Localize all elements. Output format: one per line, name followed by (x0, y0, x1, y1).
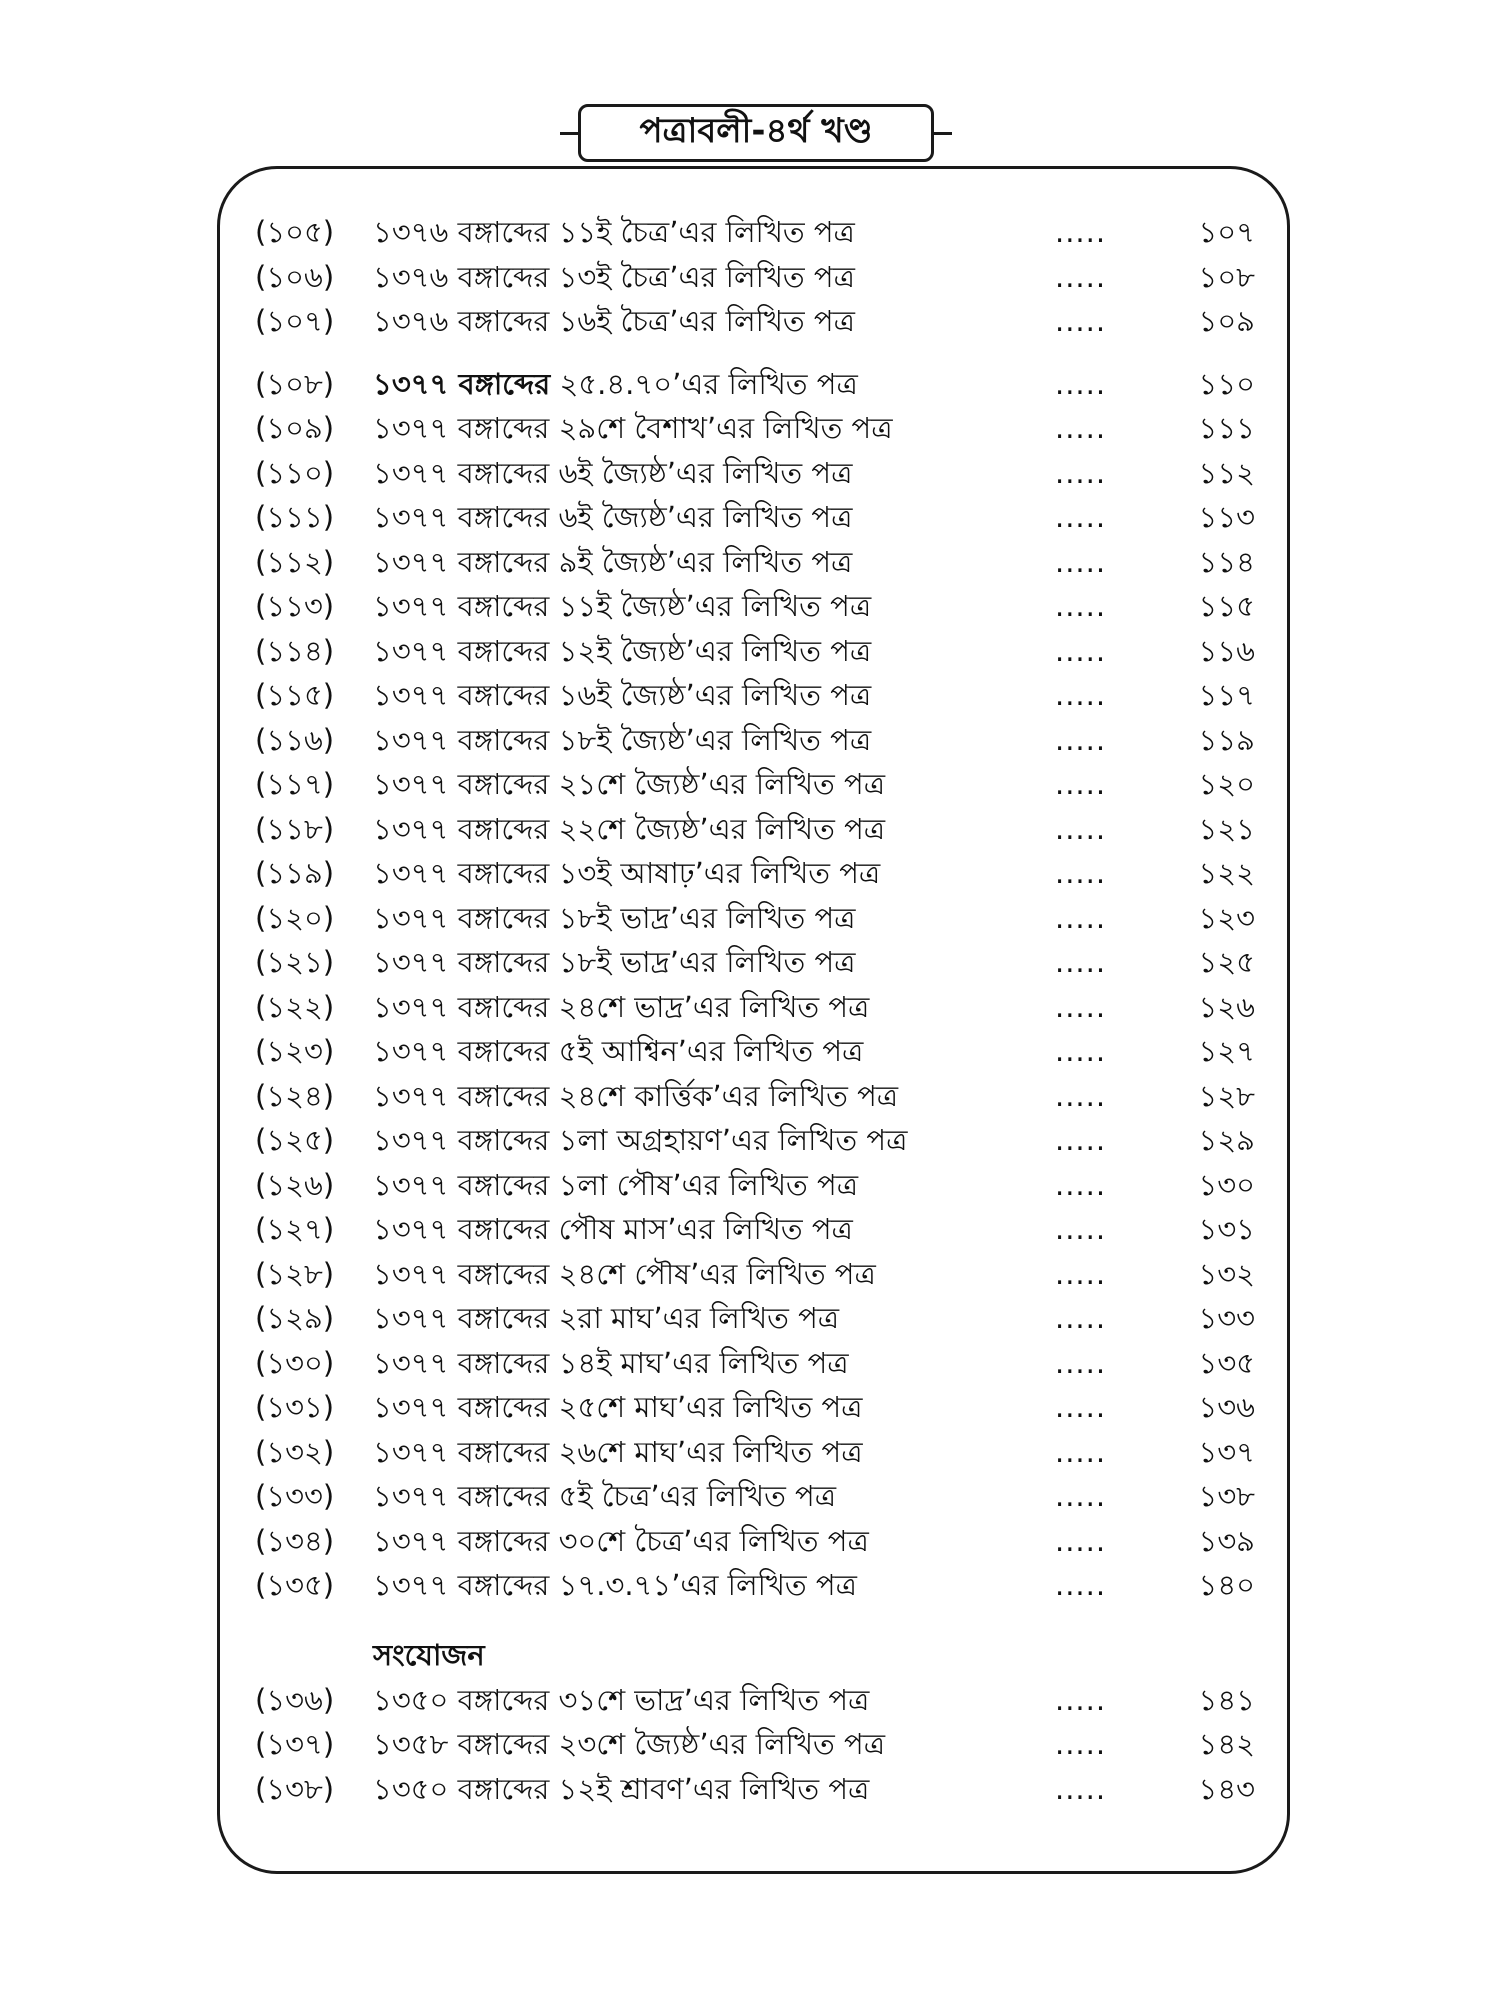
page-number: ১২০ (1198, 767, 1255, 801)
entry-title: ১৩৭৭ বঙ্গাব্দের ৬ই জ্যৈষ্ঠ’এর লিখিত পত্র (373, 500, 853, 534)
toc-group-2 (255, 406, 1255, 1608)
entry-title: ১৩৭৭ বঙ্গাব্দের ৩০শে চৈত্র’এর লিখিত পত্র (373, 1523, 869, 1558)
toc-row (255, 851, 1255, 896)
entry-number: (১১৬) (255, 722, 335, 757)
entry-number: (১৩৫) (255, 1568, 335, 1602)
entry-title: ১৩৭৭ বঙ্গাব্দের পৌষ মাস’এর লিখিত পত্র (373, 1212, 853, 1246)
page-number: ১৩৯ (1198, 1523, 1255, 1558)
entry-number: (১১০) (255, 455, 335, 490)
page-number: ১১০ (1198, 366, 1255, 401)
leader-dots: ..... (1055, 811, 1107, 846)
toc-row (255, 896, 1255, 941)
entry-number: (১২৬) (255, 1167, 335, 1202)
entry-number: (১২৪) (255, 1078, 335, 1113)
leader-dots: ..... (1055, 589, 1107, 623)
leader-dots: ..... (1055, 945, 1107, 979)
entry-title: ১৩৭৭ বঙ্গাব্দের ২৪শে কার্ত্তিক’এর লিখিত পত্র (373, 1078, 899, 1113)
entry-number: (১০৯) (255, 411, 335, 445)
page-number: ১২৫ (1198, 945, 1255, 979)
entry-title: ১৩৭৭ বঙ্গাব্দের ৫ই চৈত্র’এর লিখিত পত্র (373, 1479, 837, 1513)
entry-title: ১৩৭৬ বঙ্গাব্দের ১৩ই চৈত্র’এর লিখিত পত্র (373, 259, 855, 294)
entry-number: (১৩১) (255, 1390, 335, 1424)
leader-dots: ..... (1055, 856, 1107, 890)
page-number: ১১৯ (1198, 722, 1255, 757)
entry-number: (১২৮) (255, 1256, 335, 1291)
toc-row (255, 629, 1255, 674)
toc-row (255, 540, 1255, 585)
entry-title: ১৩৫৮ বঙ্গাব্দের ২৩শে জ্যৈষ্ঠ’এর লিখিত পত্র (373, 1727, 885, 1761)
page-number: ১৩৩ (1198, 1301, 1255, 1335)
entry-title: ১৩৭৬ বঙ্গাব্দের ১৬ই চৈত্র’এর লিখিত পত্র (373, 304, 855, 338)
toc-row (255, 495, 1255, 540)
page-number: ১০৭ (1198, 215, 1255, 249)
leader-dots: ..... (1055, 1523, 1107, 1558)
toc-row (255, 718, 1255, 763)
entry-title: ১৩৭৭ বঙ্গাব্দের ৫ই আশ্বিন’এর লিখিত পত্র (373, 1034, 864, 1068)
entry-number: (১০৬) (255, 259, 335, 294)
entry-number: (১০৮) (255, 366, 335, 401)
entry-number: (১১৯) (255, 856, 335, 890)
page-number: ১২৬ (1198, 989, 1255, 1024)
entry-number: (১২০) (255, 900, 335, 935)
page-number: ১২৩ (1198, 900, 1255, 935)
leader-dots: ..... (1055, 1727, 1107, 1761)
page-number: ১৩৮ (1198, 1479, 1255, 1513)
leader-dots: ..... (1055, 1479, 1107, 1513)
leader-dots: ..... (1055, 1212, 1107, 1246)
leader-dots: ..... (1055, 989, 1107, 1024)
entry-title: ১৩৭৭ বঙ্গাব্দের ২২শে জ্যৈষ্ঠ’এর লিখিত পত্র (373, 811, 886, 846)
page-number: ১১৫ (1198, 589, 1255, 623)
entry-title-bold: ১৩৭৭ বঙ্গাব্দের (373, 366, 551, 401)
entry-number: (১৩০) (255, 1345, 335, 1380)
leader-dots: ..... (1055, 1167, 1107, 1202)
entry-title: ১৩৭৭ বঙ্গাব্দের ১১ই জ্যৈষ্ঠ’এর লিখিত পত্র (373, 589, 872, 623)
toc-row (255, 807, 1255, 852)
leader-dots: ..... (1055, 366, 1107, 401)
entry-number: (১২৯) (255, 1301, 335, 1335)
group-gap (255, 1608, 1255, 1632)
toc-row (255, 299, 1255, 344)
leader-dots: ..... (1055, 1345, 1107, 1380)
toc-row (255, 1474, 1255, 1519)
leader-dots: ..... (1055, 1123, 1107, 1157)
leader-dots: ..... (1055, 1771, 1107, 1806)
toc-row (255, 940, 1255, 985)
entry-number: (১১৮) (255, 811, 335, 846)
page-number: ১১৭ (1198, 678, 1255, 712)
entry-number: (১১২) (255, 544, 335, 579)
toc-row (255, 1341, 1255, 1386)
entry-title: ১৩৭৭ বঙ্গাব্দের ২১শে জ্যৈষ্ঠ’এর লিখিত পত্র (373, 767, 886, 801)
entry-title: ১৩৭৭ বঙ্গাব্দের ১৩ই আষাঢ়’এর লিখিত পত্র (373, 856, 881, 890)
entry-number: (১৩৬) (255, 1682, 335, 1717)
leader-dots: ..... (1055, 1568, 1107, 1602)
toc-row (255, 1252, 1255, 1297)
entry-title: ১৩৭৭ বঙ্গাব্দের ৬ই জ্যৈষ্ঠ’এর লিখিত পত্র (373, 455, 853, 490)
page-number: ১২৮ (1198, 1078, 1255, 1113)
entry-title: ১৩৭৭ বঙ্গাব্দের ১৮ই ভাদ্র’এর লিখিত পত্র (373, 900, 856, 935)
entry-number: (১১৩) (255, 589, 335, 623)
leader-dots: ..... (1055, 304, 1107, 338)
entry-title: ১৩৭৭ বঙ্গাব্দের ১৪ই মাঘ’এর লিখিত পত্র (373, 1345, 849, 1380)
page-number: ১১৪ (1198, 544, 1255, 579)
page-number: ১৩০ (1198, 1167, 1255, 1202)
leader-dots: ..... (1055, 1034, 1107, 1068)
entry-title: ১৩৭৭ বঙ্গাব্দের ২৬শে মাঘ’এর লিখিত পত্র (373, 1434, 863, 1469)
leader-dots: ..... (1055, 722, 1107, 757)
toc-row (255, 406, 1255, 451)
entry-title: ১৩৭৭ বঙ্গাব্দের ২৪শে ভাদ্র’এর লিখিত পত্র (373, 989, 870, 1024)
page-number: ১১৩ (1198, 500, 1255, 534)
entry-number: (১২১) (255, 945, 335, 979)
toc-row (255, 1029, 1255, 1074)
toc-row (255, 210, 1255, 255)
entry-title: ১৩৭৭ বঙ্গাব্দের ২৯শে বৈশাখ’এর লিখিত পত্র (373, 411, 893, 445)
entry-number: (১২২) (255, 989, 335, 1024)
group-gap (255, 344, 1255, 362)
toc-row (255, 255, 1255, 300)
entry-title: ১৩৫০ বঙ্গাব্দের ৩১শে ভাদ্র’এর লিখিত পত্র (373, 1682, 870, 1717)
toc-group-1 (255, 210, 1255, 344)
toc-row (255, 451, 1255, 496)
section-title: সংযোজন (373, 1637, 485, 1672)
entry-title: ১৩৭৭ বঙ্গাব্দের ১২ই জ্যৈষ্ঠ’এর লিখিত পত্র (373, 633, 872, 668)
toc-row (255, 584, 1255, 629)
leader-dots: ..... (1055, 767, 1107, 801)
entry-title: ১৩৭৭ বঙ্গাব্দের ১লা পৌষ’এর লিখিত পত্র (373, 1167, 859, 1202)
toc-row (255, 1767, 1255, 1812)
page-title-box (578, 104, 934, 162)
leader-dots: ..... (1055, 1256, 1107, 1291)
page-number: ১০৯ (1198, 304, 1255, 338)
entry-number: (১৩৪) (255, 1523, 335, 1558)
toc-row (255, 1385, 1255, 1430)
entry-title: ১৩৭৭ বঙ্গাব্দের ১৬ই জ্যৈষ্ঠ’এর লিখিত পত্র (373, 678, 872, 712)
page-number: ১২২ (1198, 856, 1255, 890)
toc-row (255, 1519, 1255, 1564)
page-number: ১১২ (1198, 455, 1255, 490)
leader-dots: ..... (1055, 215, 1107, 249)
leader-dots: ..... (1055, 1682, 1107, 1717)
entry-number: (১১১) (255, 500, 335, 534)
leader-dots: ..... (1055, 455, 1107, 490)
page-number: ১৩৬ (1198, 1390, 1255, 1424)
toc-row (255, 673, 1255, 718)
page-number: ১৪২ (1198, 1727, 1255, 1761)
entry-title: ১৩৭৭ বঙ্গাব্দের ৯ই জ্যৈষ্ঠ’এর লিখিত পত্র (373, 544, 853, 579)
entry-title-rest: ২৫.৪.৭০’এর লিখিত পত্র (550, 366, 858, 401)
leader-dots: ..... (1055, 1434, 1107, 1469)
page-title: পত্রাবলী-৪র্থ খণ্ড (639, 110, 873, 151)
header-rule-left (560, 132, 580, 135)
page-number: ১২৭ (1198, 1034, 1255, 1068)
leader-dots: ..... (1055, 900, 1107, 935)
entry-title (373, 362, 858, 407)
entry-number: (১৩৭) (255, 1727, 335, 1761)
entry-number: (১৩৮) (255, 1771, 335, 1806)
toc-row (255, 1563, 1255, 1608)
page-number: ১৩১ (1198, 1212, 1255, 1246)
toc-row (255, 1722, 1255, 1767)
page-number: ১১১ (1198, 411, 1255, 445)
entry-title: ১৩৭৭ বঙ্গাব্দের ২৫শে মাঘ’এর লিখিত পত্র (373, 1390, 863, 1424)
entry-number: (১২৫) (255, 1123, 335, 1157)
entry-title: ১৩৫০ বঙ্গাব্দের ১২ই শ্রাবণ’এর লিখিত পত্র (373, 1771, 870, 1806)
toc-row (255, 1163, 1255, 1208)
table-of-contents (255, 210, 1255, 1811)
leader-dots: ..... (1055, 411, 1107, 445)
page-number: ১৩৫ (1198, 1345, 1255, 1380)
entry-number: (১৩২) (255, 1434, 335, 1469)
toc-row (255, 1430, 1255, 1475)
leader-dots: ..... (1055, 500, 1107, 534)
leader-dots: ..... (1055, 678, 1107, 712)
toc-group-3 (255, 1678, 1255, 1812)
toc-row (255, 1296, 1255, 1341)
entry-number: (১১৪) (255, 633, 335, 668)
leader-dots: ..... (1055, 1301, 1107, 1335)
toc-row (255, 362, 1255, 407)
leader-dots: ..... (1055, 633, 1107, 668)
page-number: ১০৮ (1198, 259, 1255, 294)
entry-title: ১৩৭৭ বঙ্গাব্দের ১৭.৩.৭১’এর লিখিত পত্র (373, 1568, 857, 1602)
entry-title: ১৩৭৭ বঙ্গাব্দের ২৪শে পৌষ’এর লিখিত পত্র (373, 1256, 876, 1291)
leader-dots: ..... (1055, 544, 1107, 579)
entry-title: ১৩৭৭ বঙ্গাব্দের ১৮ই জ্যৈষ্ঠ’এর লিখিত পত্র (373, 722, 872, 757)
entry-title: ১৩৭৭ বঙ্গাব্দের ২রা মাঘ’এর লিখিত পত্র (373, 1301, 840, 1335)
entry-title: ১৩৭৬ বঙ্গাব্দের ১১ই চৈত্র’এর লিখিত পত্র (373, 215, 855, 249)
page-number: ১৪১ (1198, 1682, 1255, 1717)
entry-number: (১০৭) (255, 304, 335, 338)
entry-number: (১৩৩) (255, 1479, 335, 1513)
entry-title: ১৩৭৭ বঙ্গাব্দের ১৮ই ভাদ্র’এর লিখিত পত্র (373, 945, 856, 979)
toc-row (255, 1074, 1255, 1119)
entry-title: ১৩৭৭ বঙ্গাব্দের ১লা অগ্রহায়ণ’এর লিখিত পত্র (373, 1123, 908, 1157)
page-number: ১১৬ (1198, 633, 1255, 668)
entry-number: (১১৭) (255, 767, 335, 801)
toc-row (255, 762, 1255, 807)
leader-dots: ..... (1055, 1390, 1107, 1424)
page-number: ১৪০ (1198, 1568, 1255, 1602)
toc-row (255, 985, 1255, 1030)
entry-number: (১১৫) (255, 678, 335, 712)
toc-row (255, 1678, 1255, 1723)
toc-row (255, 1207, 1255, 1252)
entry-number: (১২৭) (255, 1212, 335, 1246)
entry-number: (১০৫) (255, 215, 335, 249)
page-number: ১৩২ (1198, 1256, 1255, 1291)
page-number: ১৩৭ (1198, 1434, 1255, 1469)
entry-number: (১২৩) (255, 1034, 335, 1068)
page-number: ১৪৩ (1198, 1771, 1255, 1806)
leader-dots: ..... (1055, 1078, 1107, 1113)
page-number: ১২১ (1198, 811, 1255, 846)
leader-dots: ..... (1055, 259, 1107, 294)
header-rule-right (932, 132, 952, 135)
toc-row (255, 1118, 1255, 1163)
page-number: ১২৯ (1198, 1123, 1255, 1157)
